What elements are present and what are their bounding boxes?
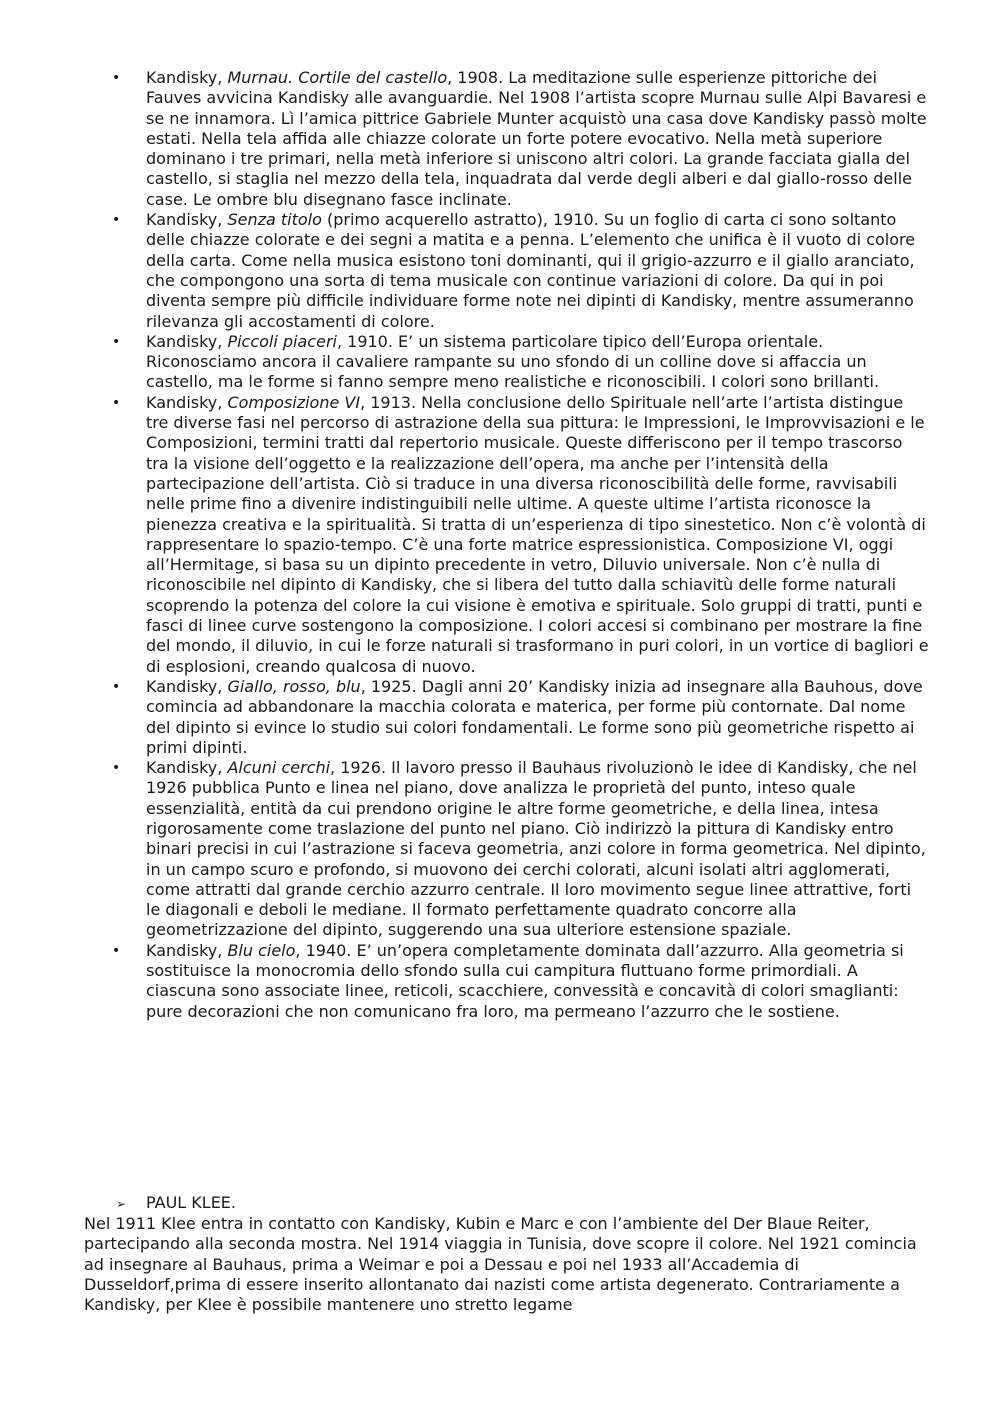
bullet-icon: • — [112, 333, 121, 350]
work-title: Composizione VI — [227, 392, 361, 412]
work-description: , 1910. E’ un sistema particolare tipico dell’Europa orientale. Riconosciamo ancora il cavaliere rampante su uno sfondo di un colline dove si affaccia un castello, ma le forme si fanno sempre meno realistiche e riconoscibili. I colori sono brillanti. — [146, 331, 880, 392]
artist-name: Kandisky, — [146, 210, 223, 230]
list-item — [110, 941, 930, 1022]
bullet-icon: • — [112, 678, 121, 695]
artist-name: Kandisky, — [146, 68, 223, 87]
artist-name: Kandisky, — [146, 940, 223, 960]
bullet-icon: • — [112, 394, 121, 411]
work-description: , 1940. E’ un’opera completamente dominata dall’azzurro. Alla geometria si sostituisce la monocromia dello sfondo sulla cui campitura fluttuano forme primordiali. A ciascuna sono associate linee, reticoli, scacchiere, convessità e concavità di colori smaglianti: pure decorazioni che non comunicano fra loro, ma permeano l’azzurro che le sostiene. — [146, 940, 904, 1021]
work-title: Blu cielo — [227, 940, 296, 960]
work-description: , 1908. La meditazione sulle esperienze pittoriche dei Fauves avvicina Kandisky alle avanguardie. Nel 1908 l’artista scopre Murnau sulle Alpi Bavaresi e se ne innamora. Lì l’amica pittrice Gabriele Munter acquistò una casa dove Kandisky passò molte estati. Nella tela affida alle chiazze colorate un forte potere evocativo. Nella metà superiore dominano i tre primari, nella metà inferiore si uniscono altri colori. La grande facciata gialla del castello, si staglia nel mezzo della tela, inquadrata dal verde degli alberi e dal giallo-rosso delle case. Le ombre blu disegnano fasce inclinate. — [146, 68, 927, 209]
list-item — [110, 677, 930, 758]
work-description: (primo acquerello astratto), 1910. Su un foglio di carta ci sono soltanto delle chiazze colorate e dei segni a matita e a penna. L’elemento che unifica è il vuoto di colore della carta. Come nella musica esistono toni dominanti, qui il grigio-azzurro e il giallo aranciato, che compongono una sorta di tema musicale con continue variazioni di colore. Da qui in poi diventa sempre più difficile individuare forme note nei dipinti di Kandisky, mentre assumeranno rilevanza gli accostamenti di colore. — [146, 210, 916, 331]
bullet-icon: • — [112, 70, 121, 86]
work-title: Murnau. Cortile del castello — [227, 68, 448, 87]
work-title: Alcuni cerchi — [227, 758, 331, 778]
bullet-icon: • — [112, 212, 121, 229]
work-description: , 1926. Il lavoro presso il Bauhaus rivoluzionò le idee di Kandisky, che nel 1926 pubblica Punto e linea nel piano, dove analizza le proprietà del punto, inteso quale essenzialità, entità da cui prendono origine le altre forme geometriche, e della linea, intesa rigorosamente come traslazione del punto nel piano. Ciò indirizzò la pittura di Kandisky entro binari precisi in cui l’astrazione si faceva geometria, anzi colore in forma geometrica. Nel dipinto, in un campo scuro e profondo, si muovono dei cerchi colorati, alcuni isolati altri agglomerati, come attratti dal grande cerchio azzurro centrale. Il loro movimento segue linee attrattive, forti le diagonali e deboli le mediane. Il formato perfettamente quadrato concorre alla geometrizzazione del dipinto, suggerendo una sua ulteriore estensione spaziale. — [146, 758, 926, 940]
artist-name: Kandisky, — [146, 392, 223, 412]
section-heading-paul-klee — [116, 1193, 236, 1214]
section-heading-text: PAUL KLEE. — [146, 1193, 236, 1212]
work-title: Piccoli piaceri — [227, 331, 337, 351]
artist-name: Kandisky, — [146, 331, 223, 351]
list-item — [110, 758, 930, 941]
list-item — [110, 393, 930, 677]
list-item — [110, 210, 930, 332]
list-item — [110, 332, 930, 393]
klee-paragraph: Nel 1911 Klee entra in contatto con Kandisky, Kubin e Marc e con l’ambiente del Der Blaue Reiter, partecipando alla seconda mostra. Nel 1914 viaggia in Tunisia, dove scopre il colore. Nel 1921 comincia ad insegnare al Bauhaus, prima a Weimar e poi a Dessau e poi nel 1933 all’Accademia di Dusseldorf,prima di essere inserito allontanato dai nazisti come artista degenerato. Contrariamente a Kandisky, per Klee è possibile mantenere uno stretto legame — [84, 1214, 917, 1315]
arrow-bullet-icon: ➢ — [116, 1197, 127, 1211]
kandinsky-works-list — [110, 68, 930, 1022]
artist-name: Kandisky, — [146, 676, 223, 696]
list-item — [110, 68, 930, 210]
bullet-icon: • — [112, 942, 121, 959]
bullet-icon: • — [112, 760, 121, 777]
work-description: , 1913. Nella conclusione dello Spirituale nell’arte l’artista distingue tre diverse fasi nel percorso di astrazione della sua pittura: le Impressioni, le Improvvisazioni e le Composizioni, termini tratti dal repertorio musicale. Queste differiscono per il tempo trascorso tra la visione dell’oggetto e la realizzazione dell’opera, ma anche per l’intensità della partecipazione dell’artista. Ciò si traduce in una diversa riconoscibilità delle forme, ravvisabili nelle prime fino a divenire indistinguibili nelle ultime. A queste ultime l’artista riconosce la pienezza creativa e la spiritualità. Si tratta di un’esperienza di tipo sinestetico. Non c’è volontà di rappresentare lo spazio-tempo. C’è una forte matrice espressionistica. Composizione VI, oggi all’Hermitage, si basa su un dipinto precedente in vetro, Diluvio universale. Non c’è nulla di riconoscibile nel dipinto di Kandisky, che si libera del tutto dalla schiavitù delle forme naturali scoprendo la potenza del colore la cui visione è emotiva e spirituale. Solo gruppi di tratti, punti e fasci di linee curve sostengono la composizione. I colori accesi si combinano per mostrare la fine del mondo, il diluvio, in cui le forze naturali si trasformano in puri colori, in un vortice di bagliori e di esplosioni, creando qualcosa di nuovo. — [146, 392, 929, 676]
artist-name: Kandisky, — [146, 758, 223, 778]
work-description: , 1925. Dagli anni 20’ Kandisky inizia ad insegnare alla Bauhous, dove comincia ad abbandonare la macchia colorata e materica, per forme più contornate. Dal nome del dipinto si evince lo studio sui colori fondamentali. Le forme sono più geometriche rispetto ai primi dipinti. — [146, 676, 923, 757]
work-title: Giallo, rosso, blu — [227, 676, 361, 696]
work-title: Senza titolo — [227, 210, 322, 230]
